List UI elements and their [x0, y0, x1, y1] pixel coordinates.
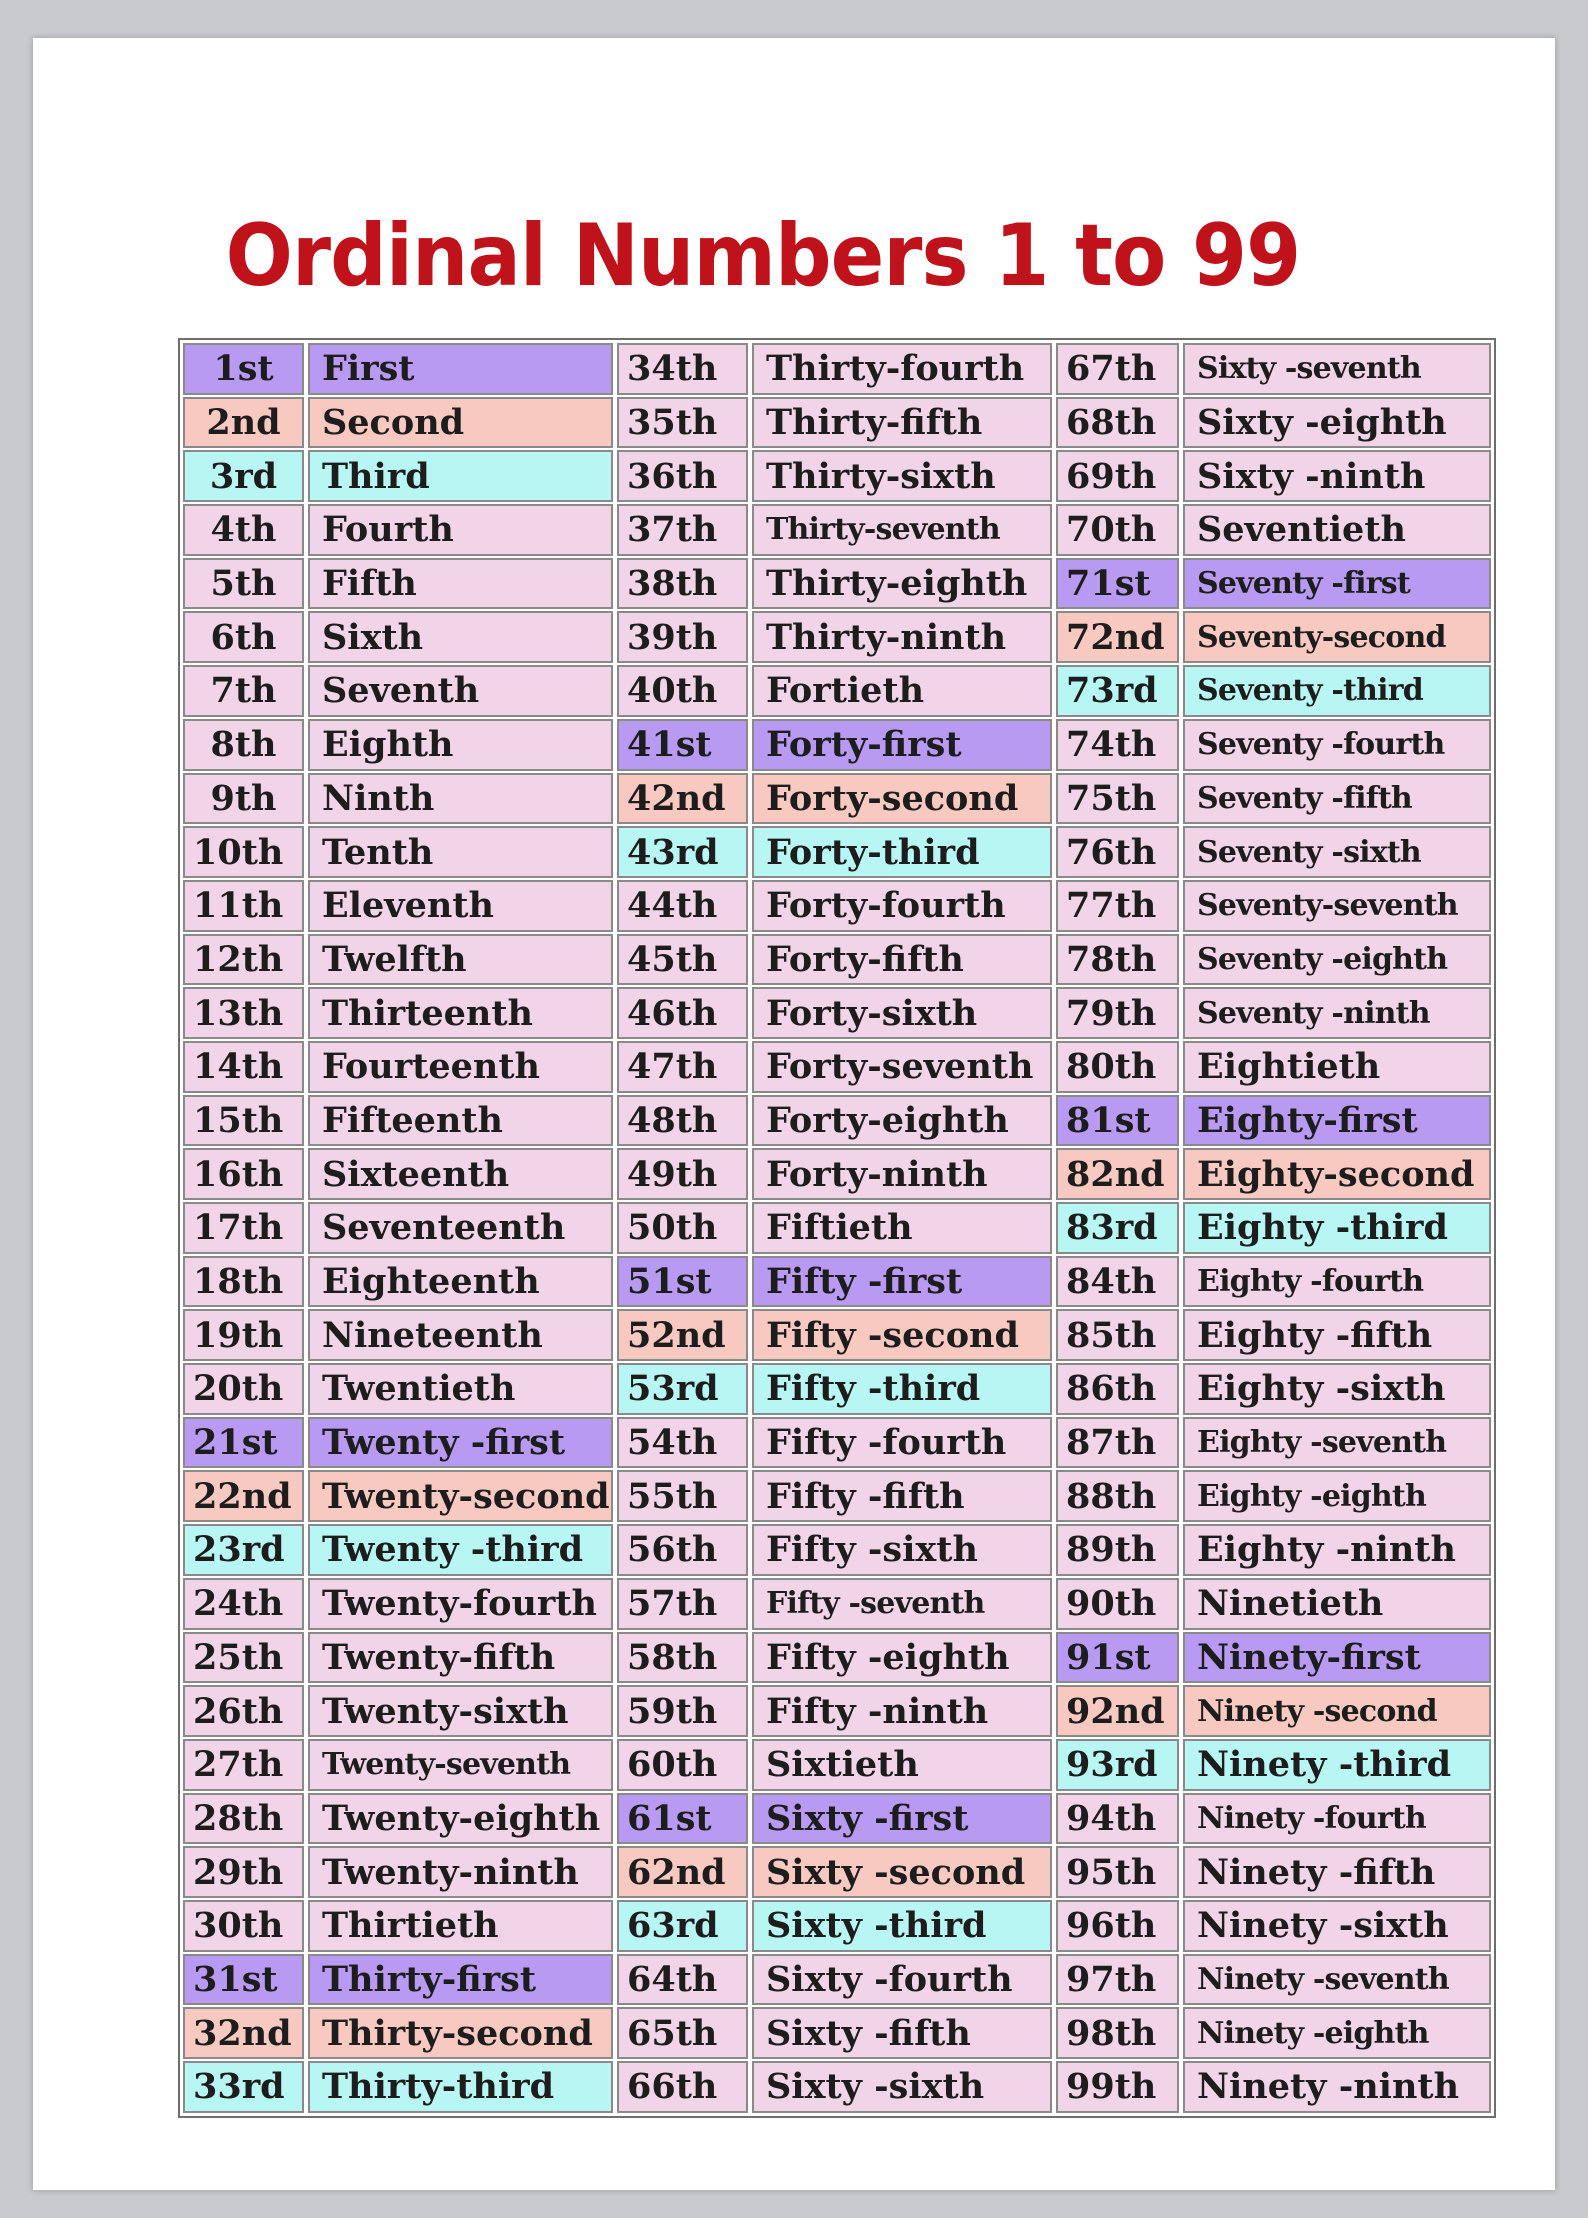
- ordinal-number-cell: 84th: [1056, 1256, 1179, 1308]
- ordinal-number-cell: 76th: [1056, 826, 1179, 878]
- ordinal-word-cell: Fifty -first: [752, 1256, 1052, 1308]
- ordinal-word-cell: Thirty-first: [308, 1954, 613, 2006]
- ordinal-number-cell: 18th: [183, 1256, 304, 1308]
- ordinal-word-cell: Eightieth: [1183, 1041, 1491, 1093]
- ordinal-number-cell: 81st: [1056, 1095, 1179, 1147]
- ordinal-number-cell: 97th: [1056, 1954, 1179, 2006]
- ordinal-number-cell: 72nd: [1056, 611, 1179, 663]
- ordinal-number-cell: 75th: [1056, 773, 1179, 825]
- ordinal-number-cell: 65th: [617, 2007, 748, 2059]
- ordinal-number-cell: 71st: [1056, 558, 1179, 610]
- ordinal-word-cell: Ninetieth: [1183, 1578, 1491, 1630]
- ordinal-word-cell: Eighty -eighth: [1183, 1470, 1491, 1522]
- ordinal-word-cell: Eighty -seventh: [1183, 1417, 1491, 1469]
- ordinal-number-cell: 61st: [617, 1793, 748, 1845]
- ordinal-number-cell: 36th: [617, 450, 748, 502]
- ordinal-number-cell: 90th: [1056, 1578, 1179, 1630]
- ordinal-word-cell: Fifty -eighth: [752, 1632, 1052, 1684]
- ordinal-word-cell: Twenty -first: [308, 1417, 613, 1469]
- ordinal-number-cell: 50th: [617, 1202, 748, 1254]
- ordinal-word-cell: First: [308, 343, 613, 395]
- ordinal-number-cell: 40th: [617, 665, 748, 717]
- ordinal-word-cell: Fifty -fourth: [752, 1417, 1052, 1469]
- ordinal-word-cell: Twenty-second: [308, 1470, 613, 1522]
- ordinal-number-cell: 47th: [617, 1041, 748, 1093]
- ordinal-number-cell: 59th: [617, 1685, 748, 1737]
- ordinal-number-cell: 9th: [183, 773, 304, 825]
- ordinal-number-cell: 34th: [617, 343, 748, 395]
- ordinal-word-cell: Sixtieth: [752, 1739, 1052, 1791]
- page-title: Ordinal Numbers 1 to 99: [225, 206, 1301, 306]
- ordinal-word-cell: Eighty-second: [1183, 1148, 1491, 1200]
- ordinal-word-cell: Ninth: [308, 773, 613, 825]
- ordinal-number-cell: 98th: [1056, 2007, 1179, 2059]
- ordinal-number-cell: 14th: [183, 1041, 304, 1093]
- ordinal-number-cell: 26th: [183, 1685, 304, 1737]
- ordinal-word-cell: Twenty-eighth: [308, 1793, 613, 1845]
- ordinal-word-cell: Twenty-seventh: [308, 1739, 613, 1791]
- ordinal-number-cell: 85th: [1056, 1309, 1179, 1361]
- ordinal-word-cell: Forty-ninth: [752, 1148, 1052, 1200]
- ordinal-number-cell: 83rd: [1056, 1202, 1179, 1254]
- ordinal-number-cell: 11th: [183, 880, 304, 932]
- ordinal-number-cell: 51st: [617, 1256, 748, 1308]
- ordinal-number-cell: 12th: [183, 934, 304, 986]
- ordinal-number-cell: 74th: [1056, 719, 1179, 771]
- ordinal-word-cell: Sixty -ninth: [1183, 450, 1491, 502]
- ordinal-word-cell: Fifth: [308, 558, 613, 610]
- ordinal-word-cell: Ninety -third: [1183, 1739, 1491, 1791]
- ordinal-word-cell: Eighty -fourth: [1183, 1256, 1491, 1308]
- ordinal-word-cell: Sixty -third: [752, 1900, 1052, 1952]
- ordinal-number-cell: 4th: [183, 504, 304, 556]
- ordinal-word-cell: Sixth: [308, 611, 613, 663]
- ordinal-number-cell: 53rd: [617, 1363, 748, 1415]
- ordinal-word-cell: Fifty -seventh: [752, 1578, 1052, 1630]
- ordinal-word-cell: Eighty -sixth: [1183, 1363, 1491, 1415]
- ordinal-word-cell: Twenty-sixth: [308, 1685, 613, 1737]
- ordinal-number-cell: 28th: [183, 1793, 304, 1845]
- ordinal-number-cell: 1st: [183, 343, 304, 395]
- ordinal-word-cell: Eighty -ninth: [1183, 1524, 1491, 1576]
- ordinal-word-cell: Fifteenth: [308, 1095, 613, 1147]
- ordinal-number-cell: 17th: [183, 1202, 304, 1254]
- ordinal-word-cell: Thirty-third: [308, 2061, 613, 2113]
- ordinal-number-cell: 62nd: [617, 1846, 748, 1898]
- ordinal-word-cell: Sixty -eighth: [1183, 397, 1491, 449]
- ordinal-word-cell: Twenty-ninth: [308, 1846, 613, 1898]
- ordinal-word-cell: Twenty -third: [308, 1524, 613, 1576]
- ordinal-word-cell: Ninety -sixth: [1183, 1900, 1491, 1952]
- ordinal-word-cell: Sixty -fourth: [752, 1954, 1052, 2006]
- ordinal-word-cell: Eighty -fifth: [1183, 1309, 1491, 1361]
- ordinal-number-cell: 87th: [1056, 1417, 1179, 1469]
- ordinal-word-cell: Tenth: [308, 826, 613, 878]
- ordinal-number-cell: 57th: [617, 1578, 748, 1630]
- ordinal-number-cell: 22nd: [183, 1470, 304, 1522]
- ordinal-number-cell: 96th: [1056, 1900, 1179, 1952]
- ordinal-number-cell: 88th: [1056, 1470, 1179, 1522]
- ordinal-number-cell: 24th: [183, 1578, 304, 1630]
- ordinal-word-cell: Twelfth: [308, 934, 613, 986]
- ordinal-word-cell: Ninety -seventh: [1183, 1954, 1491, 2006]
- ordinal-number-cell: 15th: [183, 1095, 304, 1147]
- ordinal-word-cell: Thirteenth: [308, 987, 613, 1039]
- ordinal-word-cell: Fourteenth: [308, 1041, 613, 1093]
- ordinal-number-cell: 42nd: [617, 773, 748, 825]
- ordinal-word-cell: Forty-fifth: [752, 934, 1052, 986]
- ordinal-word-cell: Fiftieth: [752, 1202, 1052, 1254]
- ordinal-number-cell: 68th: [1056, 397, 1179, 449]
- ordinal-number-cell: 60th: [617, 1739, 748, 1791]
- ordinal-number-cell: 32nd: [183, 2007, 304, 2059]
- ordinal-word-cell: Sixteenth: [308, 1148, 613, 1200]
- ordinal-word-cell: Eighth: [308, 719, 613, 771]
- ordinal-number-cell: 3rd: [183, 450, 304, 502]
- ordinal-word-cell: Seventeenth: [308, 1202, 613, 1254]
- ordinal-word-cell: Forty-second: [752, 773, 1052, 825]
- ordinal-number-cell: 99th: [1056, 2061, 1179, 2113]
- ordinal-word-cell: Ninety -fifth: [1183, 1846, 1491, 1898]
- ordinal-word-cell: Forty-sixth: [752, 987, 1052, 1039]
- ordinal-number-cell: 91st: [1056, 1632, 1179, 1684]
- ordinal-number-cell: 73rd: [1056, 665, 1179, 717]
- ordinal-word-cell: Thirty-eighth: [752, 558, 1052, 610]
- ordinal-word-cell: Seventy -eighth: [1183, 934, 1491, 986]
- ordinal-word-cell: Seventy -fourth: [1183, 719, 1491, 771]
- ordinal-word-cell: Thirty-sixth: [752, 450, 1052, 502]
- ordinal-number-cell: 58th: [617, 1632, 748, 1684]
- ordinal-word-cell: Eleventh: [308, 880, 613, 932]
- ordinal-number-cell: 77th: [1056, 880, 1179, 932]
- ordinal-number-cell: 5th: [183, 558, 304, 610]
- ordinal-number-cell: 6th: [183, 611, 304, 663]
- ordinal-number-cell: 66th: [617, 2061, 748, 2113]
- ordinal-word-cell: Nineteenth: [308, 1309, 613, 1361]
- ordinal-word-cell: Seventy -third: [1183, 665, 1491, 717]
- ordinal-word-cell: Seventy -fifth: [1183, 773, 1491, 825]
- ordinal-number-cell: 35th: [617, 397, 748, 449]
- ordinal-number-cell: 46th: [617, 987, 748, 1039]
- ordinal-word-cell: Thirty-second: [308, 2007, 613, 2059]
- ordinal-number-cell: 93rd: [1056, 1739, 1179, 1791]
- ordinal-word-cell: Fourth: [308, 504, 613, 556]
- ordinal-word-cell: Second: [308, 397, 613, 449]
- ordinal-word-cell: Forty-seventh: [752, 1041, 1052, 1093]
- ordinal-word-cell: Thirty-fifth: [752, 397, 1052, 449]
- ordinal-word-cell: Ninety -second: [1183, 1685, 1491, 1737]
- ordinal-word-cell: Fifty -third: [752, 1363, 1052, 1415]
- ordinal-number-cell: 23rd: [183, 1524, 304, 1576]
- ordinal-number-cell: 79th: [1056, 987, 1179, 1039]
- ordinal-number-cell: 80th: [1056, 1041, 1179, 1093]
- ordinal-number-cell: 21st: [183, 1417, 304, 1469]
- ordinal-number-cell: 2nd: [183, 397, 304, 449]
- ordinal-word-cell: Thirty-ninth: [752, 611, 1052, 663]
- ordinal-number-cell: 78th: [1056, 934, 1179, 986]
- ordinal-word-cell: Ninety-first: [1183, 1632, 1491, 1684]
- ordinal-word-cell: Fifty -sixth: [752, 1524, 1052, 1576]
- ordinal-word-cell: Fifty -ninth: [752, 1685, 1052, 1737]
- ordinal-number-cell: 64th: [617, 1954, 748, 2006]
- ordinal-number-cell: 19th: [183, 1309, 304, 1361]
- ordinal-number-cell: 37th: [617, 504, 748, 556]
- document-page: [33, 38, 1555, 2190]
- ordinal-word-cell: Fifty -second: [752, 1309, 1052, 1361]
- ordinal-word-cell: Forty-fourth: [752, 880, 1052, 932]
- ordinal-word-cell: Ninety -fourth: [1183, 1793, 1491, 1845]
- ordinal-word-cell: Twenty-fourth: [308, 1578, 613, 1630]
- ordinal-word-cell: Twenty-fifth: [308, 1632, 613, 1684]
- ordinal-number-cell: 48th: [617, 1095, 748, 1147]
- ordinal-number-cell: 49th: [617, 1148, 748, 1200]
- ordinal-word-cell: Forty-eighth: [752, 1095, 1052, 1147]
- ordinal-number-cell: 20th: [183, 1363, 304, 1415]
- ordinal-number-cell: 7th: [183, 665, 304, 717]
- ordinal-word-cell: Third: [308, 450, 613, 502]
- ordinal-number-cell: 30th: [183, 1900, 304, 1952]
- ordinal-number-cell: 41st: [617, 719, 748, 771]
- ordinal-number-cell: 94th: [1056, 1793, 1179, 1845]
- ordinal-number-cell: 10th: [183, 826, 304, 878]
- ordinal-number-cell: 89th: [1056, 1524, 1179, 1576]
- ordinal-word-cell: Sixty -sixth: [752, 2061, 1052, 2113]
- ordinal-word-cell: Eighty -third: [1183, 1202, 1491, 1254]
- ordinal-number-cell: 86th: [1056, 1363, 1179, 1415]
- ordinal-number-cell: 45th: [617, 934, 748, 986]
- ordinal-word-cell: Sixty -second: [752, 1846, 1052, 1898]
- ordinal-number-cell: 52nd: [617, 1309, 748, 1361]
- ordinal-number-cell: 16th: [183, 1148, 304, 1200]
- ordinal-number-cell: 69th: [1056, 450, 1179, 502]
- ordinal-word-cell: Sixty -seventh: [1183, 343, 1491, 395]
- ordinal-word-cell: Sixty -fifth: [752, 2007, 1052, 2059]
- ordinal-number-cell: 43rd: [617, 826, 748, 878]
- ordinal-word-cell: Thirtieth: [308, 1900, 613, 1952]
- ordinal-word-cell: Fortieth: [752, 665, 1052, 717]
- ordinal-number-cell: 38th: [617, 558, 748, 610]
- ordinal-word-cell: Thirty-seventh: [752, 504, 1052, 556]
- ordinal-number-cell: 63rd: [617, 1900, 748, 1952]
- ordinal-word-cell: Eighty-first: [1183, 1095, 1491, 1147]
- ordinal-number-cell: 27th: [183, 1739, 304, 1791]
- ordinal-number-cell: 31st: [183, 1954, 304, 2006]
- ordinal-word-cell: Sixty -first: [752, 1793, 1052, 1845]
- ordinal-number-cell: 33rd: [183, 2061, 304, 2113]
- ordinal-number-cell: 92nd: [1056, 1685, 1179, 1737]
- ordinal-number-cell: 56th: [617, 1524, 748, 1576]
- ordinal-number-cell: 70th: [1056, 504, 1179, 556]
- ordinal-word-cell: Seventy-seventh: [1183, 880, 1491, 932]
- ordinal-word-cell: Ninety -ninth: [1183, 2061, 1491, 2113]
- ordinal-number-cell: 67th: [1056, 343, 1179, 395]
- ordinal-number-cell: 55th: [617, 1470, 748, 1522]
- ordinal-word-cell: Seventh: [308, 665, 613, 717]
- ordinal-number-cell: 44th: [617, 880, 748, 932]
- ordinal-word-cell: Seventy -sixth: [1183, 826, 1491, 878]
- ordinal-word-cell: Forty-first: [752, 719, 1052, 771]
- ordinal-word-cell: Seventy-second: [1183, 611, 1491, 663]
- ordinal-word-cell: Fifty -fifth: [752, 1470, 1052, 1522]
- ordinal-word-cell: Seventieth: [1183, 504, 1491, 556]
- ordinal-number-cell: 54th: [617, 1417, 748, 1469]
- ordinal-number-cell: 82nd: [1056, 1148, 1179, 1200]
- ordinal-number-cell: 39th: [617, 611, 748, 663]
- ordinal-number-cell: 25th: [183, 1632, 304, 1684]
- ordinal-number-cell: 13th: [183, 987, 304, 1039]
- ordinal-number-cell: 29th: [183, 1846, 304, 1898]
- ordinal-word-cell: Seventy -first: [1183, 558, 1491, 610]
- ordinal-word-cell: Thirty-fourth: [752, 343, 1052, 395]
- ordinal-word-cell: Eighteenth: [308, 1256, 613, 1308]
- ordinal-word-cell: Ninety -eighth: [1183, 2007, 1491, 2059]
- ordinal-table: [178, 338, 1496, 2118]
- ordinal-word-cell: Forty-third: [752, 826, 1052, 878]
- ordinal-word-cell: Twentieth: [308, 1363, 613, 1415]
- ordinal-word-cell: Seventy -ninth: [1183, 987, 1491, 1039]
- ordinal-number-cell: 95th: [1056, 1846, 1179, 1898]
- ordinal-number-cell: 8th: [183, 719, 304, 771]
